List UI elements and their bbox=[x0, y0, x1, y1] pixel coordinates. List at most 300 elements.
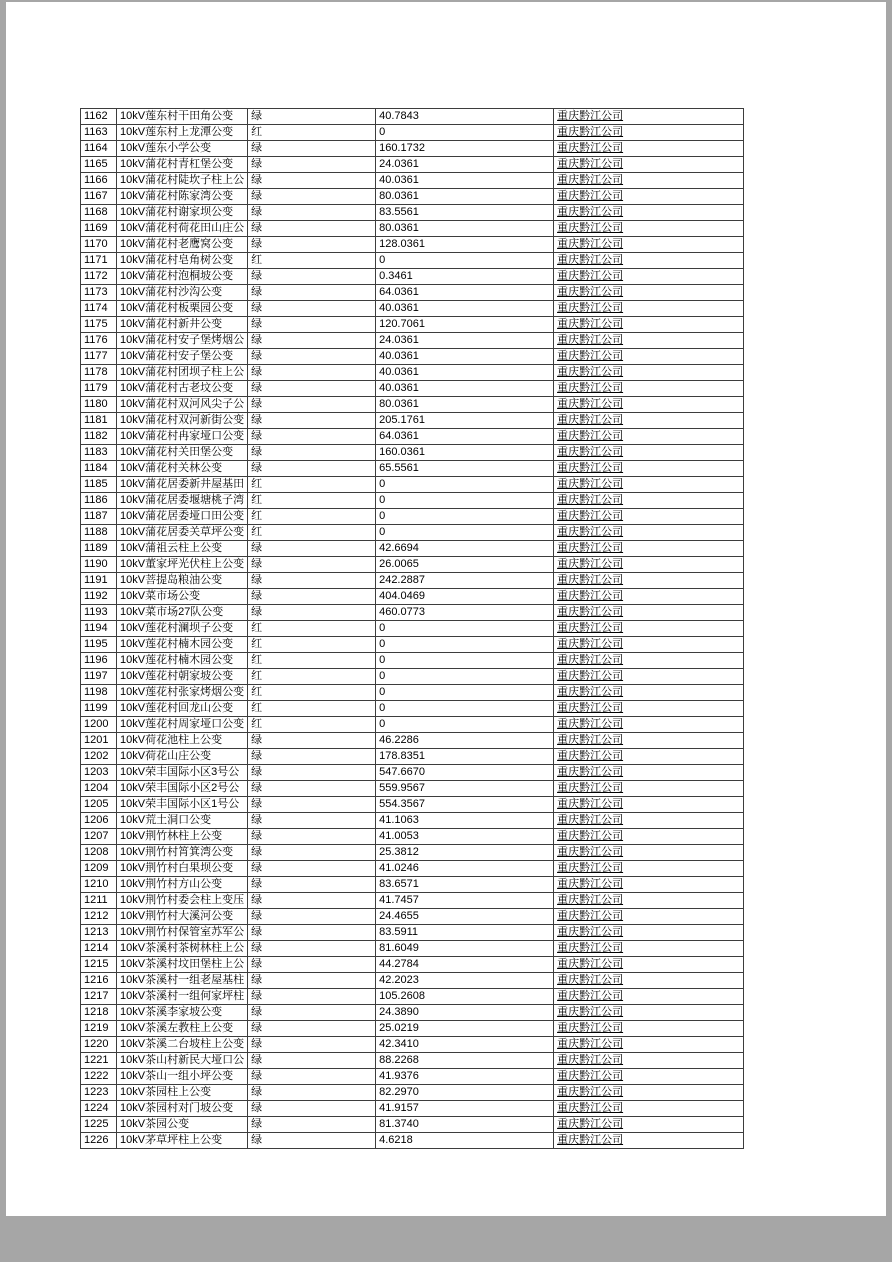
table-row bbox=[81, 541, 744, 557]
cell-status: 红 bbox=[248, 669, 376, 685]
cell-value: 80.0361 bbox=[376, 397, 554, 413]
cell-row-number: 1218 bbox=[81, 1005, 117, 1021]
cell-name: 10kV蒲花居委新井屋基田 bbox=[117, 477, 248, 493]
cell-status: 绿 bbox=[248, 957, 376, 973]
cell-status: 绿 bbox=[248, 573, 376, 589]
table-row bbox=[81, 285, 744, 301]
cell-company-link[interactable]: 重庆黔江公司 bbox=[554, 301, 744, 317]
cell-name: 10kV莲东村上龙潭公变 bbox=[117, 125, 248, 141]
cell-company-link[interactable]: 重庆黔江公司 bbox=[554, 781, 744, 797]
table-row bbox=[81, 157, 744, 173]
cell-company-link[interactable]: 重庆黔江公司 bbox=[554, 317, 744, 333]
cell-row-number: 1185 bbox=[81, 477, 117, 493]
cell-row-number: 1224 bbox=[81, 1101, 117, 1117]
cell-company-link[interactable]: 重庆黔江公司 bbox=[554, 269, 744, 285]
cell-value: 554.3567 bbox=[376, 797, 554, 813]
cell-status: 绿 bbox=[248, 109, 376, 125]
cell-name: 10kV莲花村澜坝子公变 bbox=[117, 621, 248, 637]
cell-name: 10kV莲东小学公变 bbox=[117, 141, 248, 157]
cell-company-link[interactable]: 重庆黔江公司 bbox=[554, 205, 744, 221]
cell-value: 82.2970 bbox=[376, 1085, 554, 1101]
cell-status: 绿 bbox=[248, 1069, 376, 1085]
cell-row-number: 1226 bbox=[81, 1133, 117, 1149]
cell-row-number: 1212 bbox=[81, 909, 117, 925]
table-row bbox=[81, 349, 744, 365]
cell-row-number: 1194 bbox=[81, 621, 117, 637]
cell-status: 绿 bbox=[248, 781, 376, 797]
cell-name: 10kV茶园村对门坡公变 bbox=[117, 1101, 248, 1117]
cell-company-link[interactable]: 重庆黔江公司 bbox=[554, 1117, 744, 1133]
cell-status: 绿 bbox=[248, 381, 376, 397]
cell-company-link[interactable]: 重庆黔江公司 bbox=[554, 541, 744, 557]
cell-company-link[interactable]: 重庆黔江公司 bbox=[554, 893, 744, 909]
table-row bbox=[81, 1005, 744, 1021]
cell-row-number: 1211 bbox=[81, 893, 117, 909]
cell-status: 绿 bbox=[248, 605, 376, 621]
cell-row-number: 1214 bbox=[81, 941, 117, 957]
cell-row-number: 1188 bbox=[81, 525, 117, 541]
cell-value: 64.0361 bbox=[376, 429, 554, 445]
cell-company-link[interactable]: 重庆黔江公司 bbox=[554, 973, 744, 989]
cell-row-number: 1213 bbox=[81, 925, 117, 941]
cell-name: 10kV莲花村朝家坡公变 bbox=[117, 669, 248, 685]
cell-company-link[interactable]: 重庆黔江公司 bbox=[554, 573, 744, 589]
cell-status: 绿 bbox=[248, 1053, 376, 1069]
cell-company-link[interactable]: 重庆黔江公司 bbox=[554, 1101, 744, 1117]
table-row bbox=[81, 845, 744, 861]
cell-value: 80.0361 bbox=[376, 189, 554, 205]
cell-value: 41.0053 bbox=[376, 829, 554, 845]
cell-company-link[interactable]: 重庆黔江公司 bbox=[554, 285, 744, 301]
table-row bbox=[81, 413, 744, 429]
cell-status: 红 bbox=[248, 525, 376, 541]
cell-status: 红 bbox=[248, 685, 376, 701]
table-row bbox=[81, 381, 744, 397]
cell-status: 绿 bbox=[248, 317, 376, 333]
table-row bbox=[81, 493, 744, 509]
cell-name: 10kV荒土洞口公变 bbox=[117, 813, 248, 829]
cell-company-link[interactable]: 重庆黔江公司 bbox=[554, 669, 744, 685]
cell-value: 404.0469 bbox=[376, 589, 554, 605]
cell-name: 10kV茅草坪柱上公变 bbox=[117, 1133, 248, 1149]
cell-row-number: 1225 bbox=[81, 1117, 117, 1133]
cell-value: 547.6670 bbox=[376, 765, 554, 781]
cell-name: 10kV菩提岛粮油公变 bbox=[117, 573, 248, 589]
cell-value: 83.5911 bbox=[376, 925, 554, 941]
cell-name: 10kV蒲花村谢家坝公变 bbox=[117, 205, 248, 221]
cell-status: 绿 bbox=[248, 461, 376, 477]
cell-row-number: 1201 bbox=[81, 733, 117, 749]
cell-status: 绿 bbox=[248, 941, 376, 957]
cell-row-number: 1215 bbox=[81, 957, 117, 973]
cell-company-link[interactable]: 重庆黔江公司 bbox=[554, 589, 744, 605]
cell-row-number: 1210 bbox=[81, 877, 117, 893]
cell-name: 10kV茶园柱上公变 bbox=[117, 1085, 248, 1101]
cell-value: 205.1761 bbox=[376, 413, 554, 429]
cell-name: 10kV菜市场27队公变 bbox=[117, 605, 248, 621]
table-row bbox=[81, 701, 744, 717]
cell-company-link[interactable]: 重庆黔江公司 bbox=[554, 877, 744, 893]
cell-row-number: 1223 bbox=[81, 1085, 117, 1101]
cell-company-link[interactable]: 重庆黔江公司 bbox=[554, 525, 744, 541]
cell-company-link[interactable]: 重庆黔江公司 bbox=[554, 957, 744, 973]
cell-company-link[interactable]: 重庆黔江公司 bbox=[554, 461, 744, 477]
cell-row-number: 1217 bbox=[81, 989, 117, 1005]
cell-name: 10kV菜市场公变 bbox=[117, 589, 248, 605]
cell-company-link[interactable]: 重庆黔江公司 bbox=[554, 221, 744, 237]
cell-name: 10kV茶溪村一组老屋基柱 bbox=[117, 973, 248, 989]
table-row bbox=[81, 573, 744, 589]
cell-status: 红 bbox=[248, 509, 376, 525]
cell-status: 绿 bbox=[248, 1085, 376, 1101]
cell-row-number: 1173 bbox=[81, 285, 117, 301]
cell-company-link[interactable]: 重庆黔江公司 bbox=[554, 861, 744, 877]
cell-name: 10kV荆竹村筲箕湾公变 bbox=[117, 845, 248, 861]
table-row bbox=[81, 685, 744, 701]
table-row bbox=[81, 589, 744, 605]
cell-status: 绿 bbox=[248, 813, 376, 829]
cell-company-link[interactable]: 重庆黔江公司 bbox=[554, 349, 744, 365]
cell-value: 40.0361 bbox=[376, 365, 554, 381]
cell-name: 10kV莲东村干田角公变 bbox=[117, 109, 248, 125]
cell-value: 0 bbox=[376, 637, 554, 653]
cell-company-link[interactable]: 重庆黔江公司 bbox=[554, 493, 744, 509]
table-row bbox=[81, 765, 744, 781]
cell-value: 41.0246 bbox=[376, 861, 554, 877]
cell-name: 10kV蒲花村安子堡公变 bbox=[117, 349, 248, 365]
cell-name: 10kV荆竹村委会柱上变压 bbox=[117, 893, 248, 909]
cell-name: 10kV蒲花村板栗园公变 bbox=[117, 301, 248, 317]
cell-name: 10kV茶园公变 bbox=[117, 1117, 248, 1133]
cell-row-number: 1174 bbox=[81, 301, 117, 317]
cell-row-number: 1164 bbox=[81, 141, 117, 157]
cell-status: 红 bbox=[248, 493, 376, 509]
cell-status: 红 bbox=[248, 637, 376, 653]
cell-name: 10kV荆竹村方山公变 bbox=[117, 877, 248, 893]
cell-company-link[interactable]: 重庆黔江公司 bbox=[554, 765, 744, 781]
cell-company-link[interactable]: 重庆黔江公司 bbox=[554, 685, 744, 701]
table-row bbox=[81, 621, 744, 637]
cell-company-link[interactable]: 重庆黔江公司 bbox=[554, 109, 744, 125]
cell-row-number: 1163 bbox=[81, 125, 117, 141]
table-row bbox=[81, 781, 744, 797]
table-row bbox=[81, 1037, 744, 1053]
cell-status: 绿 bbox=[248, 893, 376, 909]
cell-name: 10kV茶山一组小坪公变 bbox=[117, 1069, 248, 1085]
cell-name: 10kV莲花村楠木园公变 bbox=[117, 653, 248, 669]
cell-value: 83.6571 bbox=[376, 877, 554, 893]
table-row bbox=[81, 173, 744, 189]
table-row bbox=[81, 941, 744, 957]
cell-status: 红 bbox=[248, 253, 376, 269]
cell-status: 绿 bbox=[248, 1101, 376, 1117]
cell-name: 10kV荆竹村白果坝公变 bbox=[117, 861, 248, 877]
cell-company-link[interactable]: 重庆黔江公司 bbox=[554, 1053, 744, 1069]
cell-row-number: 1198 bbox=[81, 685, 117, 701]
cell-name: 10kV荣丰国际小区2号公 bbox=[117, 781, 248, 797]
cell-company-link[interactable]: 重庆黔江公司 bbox=[554, 1133, 744, 1149]
cell-company-link[interactable]: 重庆黔江公司 bbox=[554, 605, 744, 621]
table-row bbox=[81, 429, 744, 445]
cell-row-number: 1207 bbox=[81, 829, 117, 845]
cell-name: 10kV莲花村回龙山公变 bbox=[117, 701, 248, 717]
cell-row-number: 1167 bbox=[81, 189, 117, 205]
cell-value: 160.0361 bbox=[376, 445, 554, 461]
cell-value: 559.9567 bbox=[376, 781, 554, 797]
cell-status: 绿 bbox=[248, 1005, 376, 1021]
cell-value: 40.7843 bbox=[376, 109, 554, 125]
cell-name: 10kV茶山村新民大垭口公 bbox=[117, 1053, 248, 1069]
cell-company-link[interactable]: 重庆黔江公司 bbox=[554, 189, 744, 205]
cell-company-link[interactable]: 重庆黔江公司 bbox=[554, 141, 744, 157]
table-row bbox=[81, 1053, 744, 1069]
cell-row-number: 1180 bbox=[81, 397, 117, 413]
table-row bbox=[81, 509, 744, 525]
cell-value: 65.5561 bbox=[376, 461, 554, 477]
cell-company-link[interactable]: 重庆黔江公司 bbox=[554, 253, 744, 269]
cell-company-link[interactable]: 重庆黔江公司 bbox=[554, 621, 744, 637]
cell-value: 128.0361 bbox=[376, 237, 554, 253]
cell-row-number: 1193 bbox=[81, 605, 117, 621]
cell-company-link[interactable]: 重庆黔江公司 bbox=[554, 637, 744, 653]
cell-company-link[interactable]: 重庆黔江公司 bbox=[554, 397, 744, 413]
cell-name: 10kV蒲花村双河新街公变 bbox=[117, 413, 248, 429]
table-row bbox=[81, 301, 744, 317]
table-row bbox=[81, 989, 744, 1005]
cell-name: 10kV荣丰国际小区3号公 bbox=[117, 765, 248, 781]
table-row bbox=[81, 877, 744, 893]
cell-value: 0 bbox=[376, 701, 554, 717]
cell-company-link[interactable]: 重庆黔江公司 bbox=[554, 237, 744, 253]
cell-status: 红 bbox=[248, 125, 376, 141]
cell-company-link[interactable]: 重庆黔江公司 bbox=[554, 813, 744, 829]
cell-value: 40.0361 bbox=[376, 173, 554, 189]
cell-name: 10kV蒲花村陡坎子柱上公 bbox=[117, 173, 248, 189]
cell-status: 绿 bbox=[248, 1037, 376, 1053]
cell-company-link[interactable]: 重庆黔江公司 bbox=[554, 381, 744, 397]
cell-row-number: 1222 bbox=[81, 1069, 117, 1085]
table-row bbox=[81, 813, 744, 829]
cell-company-link[interactable]: 重庆黔江公司 bbox=[554, 445, 744, 461]
cell-status: 绿 bbox=[248, 829, 376, 845]
table-row bbox=[81, 557, 744, 573]
cell-row-number: 1189 bbox=[81, 541, 117, 557]
cell-row-number: 1175 bbox=[81, 317, 117, 333]
cell-name: 10kV茶溪村一组何家坪柱 bbox=[117, 989, 248, 1005]
cell-status: 绿 bbox=[248, 845, 376, 861]
cell-status: 绿 bbox=[248, 877, 376, 893]
cell-row-number: 1192 bbox=[81, 589, 117, 605]
cell-value: 40.0361 bbox=[376, 381, 554, 397]
cell-name: 10kV蒲花村关林公变 bbox=[117, 461, 248, 477]
cell-status: 绿 bbox=[248, 365, 376, 381]
table-row bbox=[81, 653, 744, 669]
cell-status: 绿 bbox=[248, 237, 376, 253]
cell-row-number: 1177 bbox=[81, 349, 117, 365]
cell-name: 10kV董家坪光伏柱上公变 bbox=[117, 557, 248, 573]
cell-company-link[interactable]: 重庆黔江公司 bbox=[554, 701, 744, 717]
table-body bbox=[81, 109, 744, 1149]
cell-company-link[interactable]: 重庆黔江公司 bbox=[554, 733, 744, 749]
table-row bbox=[81, 893, 744, 909]
cell-value: 160.1732 bbox=[376, 141, 554, 157]
cell-company-link[interactable]: 重庆黔江公司 bbox=[554, 1021, 744, 1037]
cell-name: 10kV蒲花村关田堡公变 bbox=[117, 445, 248, 461]
cell-company-link[interactable]: 重庆黔江公司 bbox=[554, 845, 744, 861]
cell-name: 10kV蒲花居委关草坪公变 bbox=[117, 525, 248, 541]
table-row bbox=[81, 797, 744, 813]
cell-status: 绿 bbox=[248, 285, 376, 301]
cell-company-link[interactable]: 重庆黔江公司 bbox=[554, 509, 744, 525]
table-row bbox=[81, 125, 744, 141]
cell-value: 41.9157 bbox=[376, 1101, 554, 1117]
cell-company-link[interactable]: 重庆黔江公司 bbox=[554, 989, 744, 1005]
cell-name: 10kV茶溪李家坡公变 bbox=[117, 1005, 248, 1021]
table-row bbox=[81, 1101, 744, 1117]
cell-name: 10kV茶溪村坟田堡柱上公 bbox=[117, 957, 248, 973]
cell-company-link[interactable]: 重庆黔江公司 bbox=[554, 1069, 744, 1085]
table-row bbox=[81, 205, 744, 221]
cell-value: 0 bbox=[376, 717, 554, 733]
table-row bbox=[81, 333, 744, 349]
cell-name: 10kV蒲花居委垭口田公变 bbox=[117, 509, 248, 525]
cell-status: 绿 bbox=[248, 349, 376, 365]
cell-company-link[interactable]: 重庆黔江公司 bbox=[554, 333, 744, 349]
cell-name: 10kV荆竹村保管室苏军公 bbox=[117, 925, 248, 941]
cell-name: 10kV荷花山庄公变 bbox=[117, 749, 248, 765]
cell-name: 10kV茶溪左教柱上公变 bbox=[117, 1021, 248, 1037]
cell-company-link[interactable]: 重庆黔江公司 bbox=[554, 653, 744, 669]
cell-status: 绿 bbox=[248, 205, 376, 221]
cell-company-link[interactable]: 重庆黔江公司 bbox=[554, 925, 744, 941]
table-row bbox=[81, 925, 744, 941]
cell-value: 64.0361 bbox=[376, 285, 554, 301]
cell-name: 10kV蒲花村泡桐坡公变 bbox=[117, 269, 248, 285]
cell-status: 绿 bbox=[248, 765, 376, 781]
cell-status: 绿 bbox=[248, 269, 376, 285]
cell-name: 10kV蒲花村新井公变 bbox=[117, 317, 248, 333]
cell-value: 24.3890 bbox=[376, 1005, 554, 1021]
cell-value: 0 bbox=[376, 653, 554, 669]
cell-company-link[interactable]: 重庆黔江公司 bbox=[554, 1085, 744, 1101]
cell-company-link[interactable]: 重庆黔江公司 bbox=[554, 413, 744, 429]
cell-status: 绿 bbox=[248, 429, 376, 445]
cell-row-number: 1162 bbox=[81, 109, 117, 125]
table-row bbox=[81, 829, 744, 845]
cell-status: 绿 bbox=[248, 541, 376, 557]
cell-value: 242.2887 bbox=[376, 573, 554, 589]
cell-company-link[interactable]: 重庆黔江公司 bbox=[554, 477, 744, 493]
cell-company-link[interactable]: 重庆黔江公司 bbox=[554, 429, 744, 445]
cell-value: 0 bbox=[376, 621, 554, 637]
cell-status: 绿 bbox=[248, 173, 376, 189]
table-row bbox=[81, 909, 744, 925]
cell-name: 10kV蒲花村陈家湾公变 bbox=[117, 189, 248, 205]
cell-value: 81.6049 bbox=[376, 941, 554, 957]
cell-name: 10kV莲花村楠木园公变 bbox=[117, 637, 248, 653]
cell-status: 绿 bbox=[248, 1021, 376, 1037]
cell-company-link[interactable]: 重庆黔江公司 bbox=[554, 557, 744, 573]
cell-status: 绿 bbox=[248, 397, 376, 413]
cell-row-number: 1184 bbox=[81, 461, 117, 477]
cell-name: 10kV莲花村周家垭口公变 bbox=[117, 717, 248, 733]
cell-row-number: 1183 bbox=[81, 445, 117, 461]
table-row bbox=[81, 477, 744, 493]
cell-name: 10kV蒲花村双河风尖子公 bbox=[117, 397, 248, 413]
cell-value: 41.9376 bbox=[376, 1069, 554, 1085]
cell-value: 178.8351 bbox=[376, 749, 554, 765]
cell-company-link[interactable]: 重庆黔江公司 bbox=[554, 1005, 744, 1021]
cell-status: 绿 bbox=[248, 1117, 376, 1133]
cell-row-number: 1179 bbox=[81, 381, 117, 397]
cell-row-number: 1171 bbox=[81, 253, 117, 269]
cell-name: 10kV蒲花村团坝子柱上公 bbox=[117, 365, 248, 381]
cell-value: 46.2286 bbox=[376, 733, 554, 749]
cell-status: 绿 bbox=[248, 1133, 376, 1149]
table-row bbox=[81, 269, 744, 285]
cell-name: 10kV蒲祖云柱上公变 bbox=[117, 541, 248, 557]
cell-company-link[interactable]: 重庆黔江公司 bbox=[554, 909, 744, 925]
cell-value: 4.6218 bbox=[376, 1133, 554, 1149]
cell-name: 10kV蒲花村沙沟公变 bbox=[117, 285, 248, 301]
cell-name: 10kV茶溪二台坡柱上公变 bbox=[117, 1037, 248, 1053]
cell-company-link[interactable]: 重庆黔江公司 bbox=[554, 125, 744, 141]
cell-status: 绿 bbox=[248, 301, 376, 317]
table-row bbox=[81, 189, 744, 205]
cell-status: 绿 bbox=[248, 413, 376, 429]
cell-status: 绿 bbox=[248, 333, 376, 349]
cell-status: 绿 bbox=[248, 797, 376, 813]
table-row bbox=[81, 1069, 744, 1085]
cell-company-link[interactable]: 重庆黔江公司 bbox=[554, 173, 744, 189]
cell-row-number: 1166 bbox=[81, 173, 117, 189]
cell-company-link[interactable]: 重庆黔江公司 bbox=[554, 941, 744, 957]
cell-row-number: 1172 bbox=[81, 269, 117, 285]
cell-value: 0 bbox=[376, 125, 554, 141]
cell-name: 10kV茶溪村茶树林柱上公 bbox=[117, 941, 248, 957]
cell-row-number: 1186 bbox=[81, 493, 117, 509]
cell-name: 10kV蒲花村冉家垭口公变 bbox=[117, 429, 248, 445]
cell-value: 0 bbox=[376, 669, 554, 685]
cell-company-link[interactable]: 重庆黔江公司 bbox=[554, 749, 744, 765]
cell-name: 10kV莲花村张家烤烟公变 bbox=[117, 685, 248, 701]
cell-company-link[interactable]: 重庆黔江公司 bbox=[554, 365, 744, 381]
cell-row-number: 1191 bbox=[81, 573, 117, 589]
cell-company-link[interactable]: 重庆黔江公司 bbox=[554, 797, 744, 813]
cell-row-number: 1169 bbox=[81, 221, 117, 237]
cell-row-number: 1165 bbox=[81, 157, 117, 173]
cell-name: 10kV荆竹林柱上公变 bbox=[117, 829, 248, 845]
cell-status: 绿 bbox=[248, 733, 376, 749]
cell-row-number: 1195 bbox=[81, 637, 117, 653]
cell-company-link[interactable]: 重庆黔江公司 bbox=[554, 829, 744, 845]
cell-row-number: 1187 bbox=[81, 509, 117, 525]
table-row bbox=[81, 1085, 744, 1101]
cell-company-link[interactable]: 重庆黔江公司 bbox=[554, 717, 744, 733]
cell-company-link[interactable]: 重庆黔江公司 bbox=[554, 1037, 744, 1053]
cell-value: 24.0361 bbox=[376, 333, 554, 349]
table-row bbox=[81, 605, 744, 621]
cell-row-number: 1203 bbox=[81, 765, 117, 781]
cell-row-number: 1199 bbox=[81, 701, 117, 717]
cell-value: 0 bbox=[376, 685, 554, 701]
cell-row-number: 1190 bbox=[81, 557, 117, 573]
cell-row-number: 1182 bbox=[81, 429, 117, 445]
cell-company-link[interactable]: 重庆黔江公司 bbox=[554, 157, 744, 173]
cell-status: 绿 bbox=[248, 749, 376, 765]
cell-row-number: 1209 bbox=[81, 861, 117, 877]
cell-row-number: 1181 bbox=[81, 413, 117, 429]
